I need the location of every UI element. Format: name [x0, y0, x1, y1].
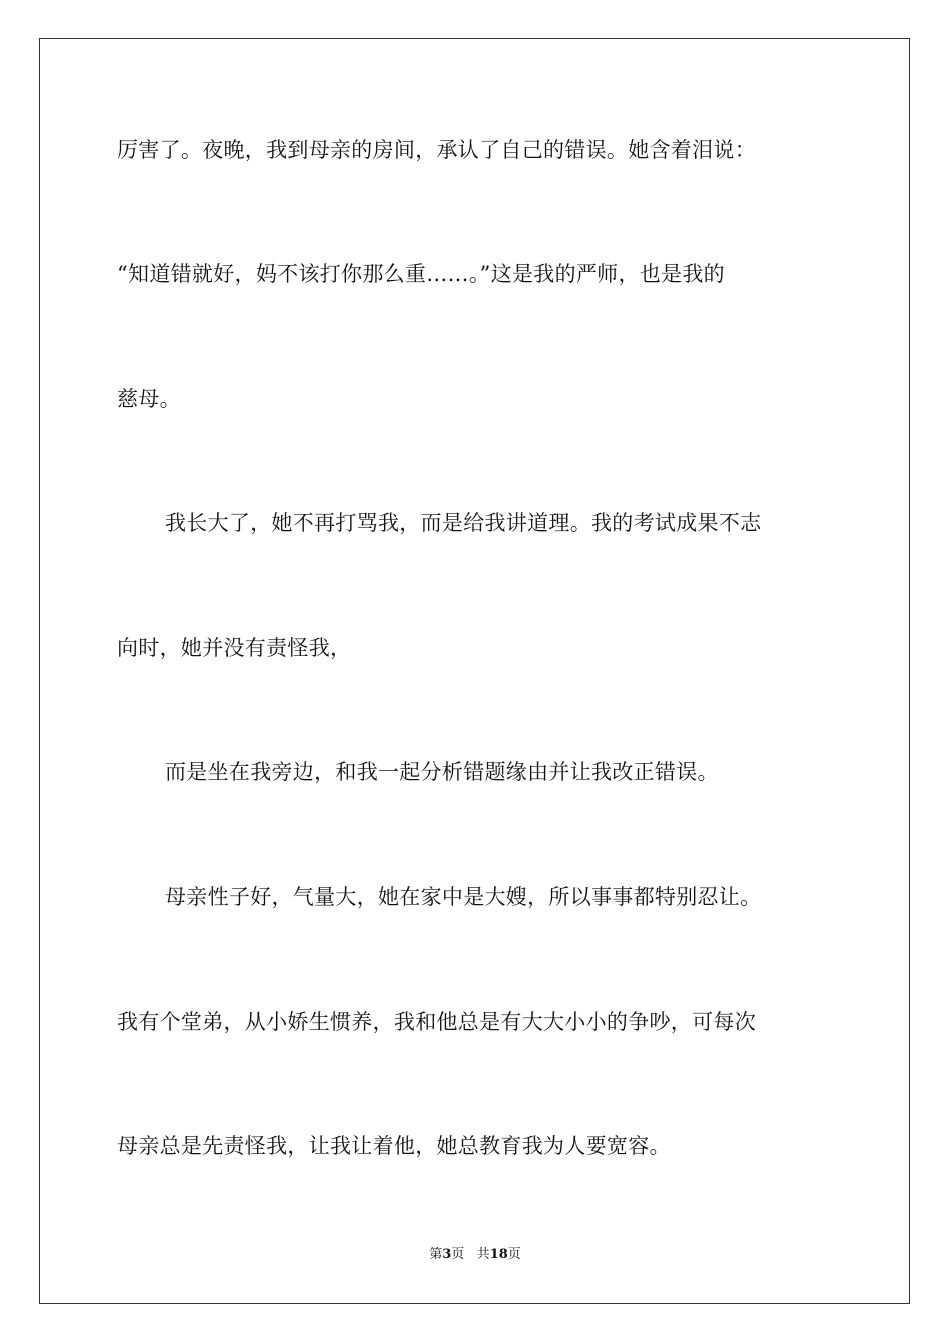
- text-line-6: 而是坐在我旁边，和我一起分析错题缘由并让我改正错误。: [165, 760, 719, 784]
- text-line-3: 慈母。: [117, 387, 181, 411]
- footer-page-suffix: 页: [451, 1247, 465, 1262]
- text-line-5: 向时，她并没有责怪我，: [117, 636, 352, 660]
- text-line-1: 厉害了。夜晚，我到母亲的房间，承认了自己的错误。她含着泪说：: [117, 138, 756, 162]
- text-line-8: 我有个堂弟，从小娇生惯养，我和他总是有大大小小的争吵，可每次: [117, 1010, 756, 1034]
- text-line-7: 母亲性子好，气量大，她在家中是大嫂，所以事事都特别忍让。: [165, 885, 762, 909]
- page-footer: [0, 1247, 950, 1263]
- footer-page-prefix: 第: [429, 1247, 443, 1262]
- page-border: [39, 38, 910, 1304]
- text-line-4: 我长大了，她不再打骂我，而是给我讲道理。我的考试成果不志: [165, 511, 762, 535]
- footer-total-prefix: 共: [476, 1247, 490, 1262]
- text-line-9: 母亲总是先责怪我，让我让着他，她总教育我为人要宽容。: [117, 1134, 671, 1158]
- footer-total-pages: 18: [489, 1247, 508, 1262]
- footer-total-suffix: 页: [507, 1247, 521, 1262]
- text-line-2: “知道错就好，妈不该打你那么重……。”这是我的严师，也是我的: [117, 262, 725, 286]
- footer-page-number: 3: [442, 1247, 452, 1262]
